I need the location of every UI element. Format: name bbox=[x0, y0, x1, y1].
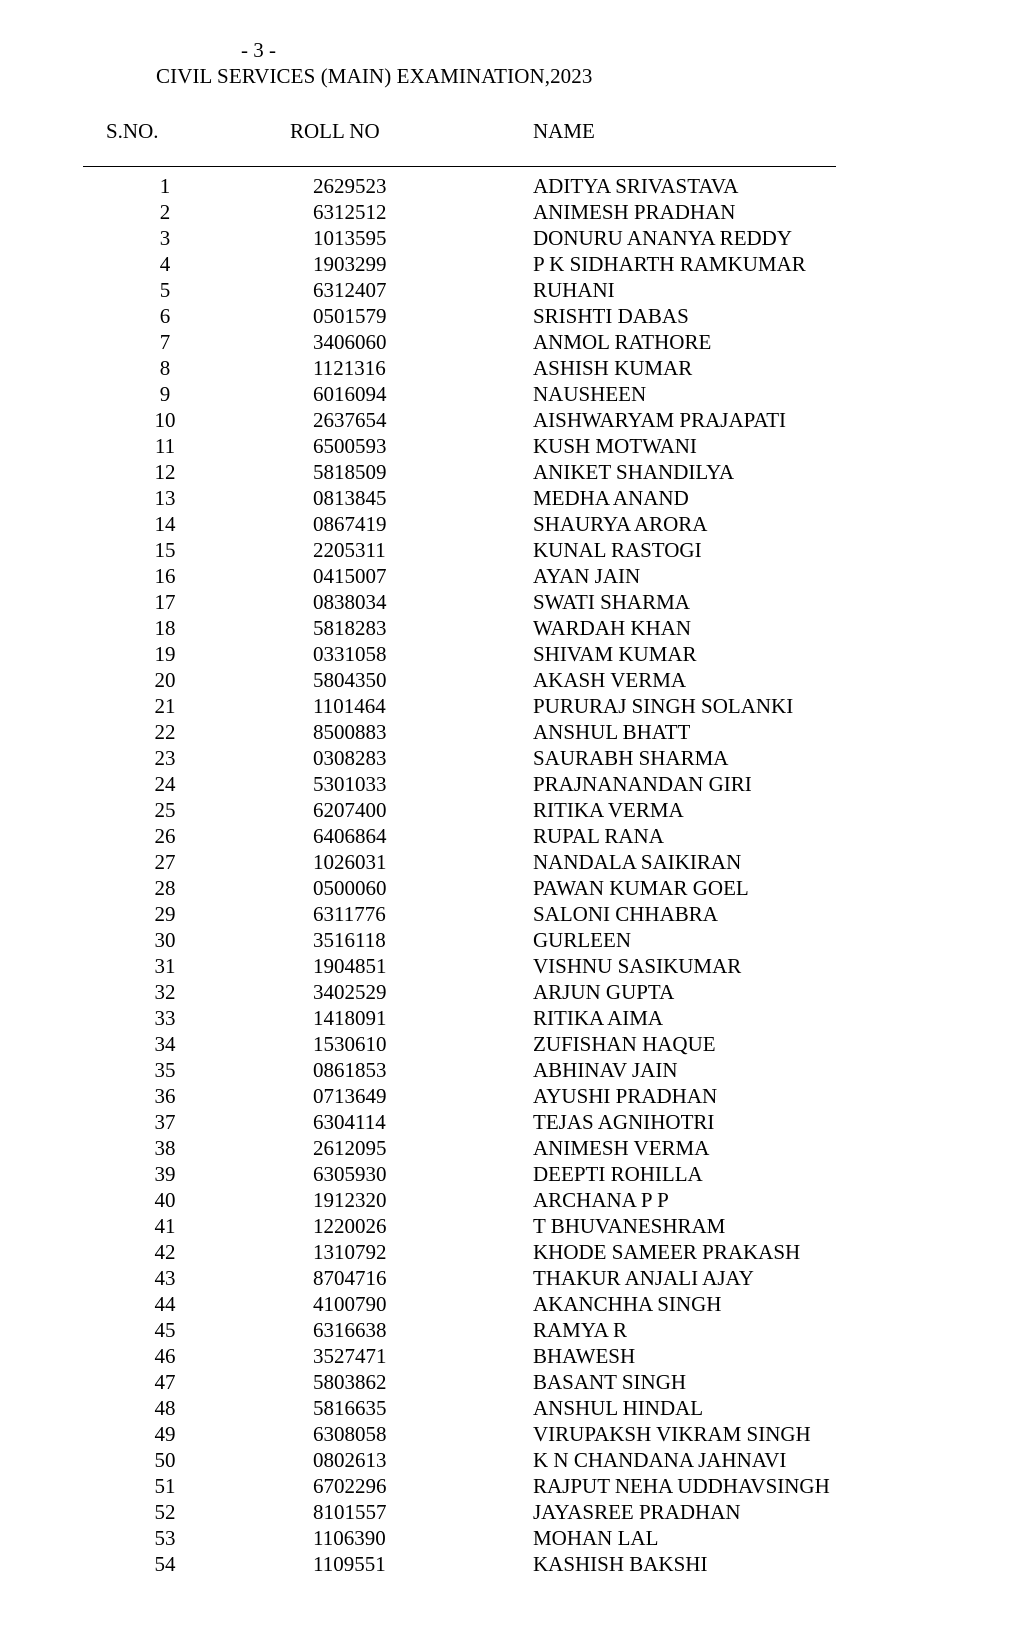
row-roll-no: 1026031 bbox=[313, 850, 387, 874]
row-roll-no: 1106390 bbox=[313, 1526, 386, 1550]
row-sno: 7 bbox=[159, 330, 171, 354]
row-roll-no: 5818509 bbox=[313, 460, 387, 484]
row-roll-no: 0308283 bbox=[313, 746, 387, 770]
row-roll-no: 0802613 bbox=[313, 1448, 387, 1472]
row-sno: 6 bbox=[159, 304, 171, 328]
row-sno: 42 bbox=[154, 1240, 176, 1264]
row-roll-no: 0867419 bbox=[313, 512, 387, 536]
table-row bbox=[0, 693, 1025, 719]
row-name: SAURABH SHARMA bbox=[533, 746, 729, 770]
row-sno: 33 bbox=[154, 1006, 176, 1030]
row-name: PRAJNANANDAN GIRI bbox=[533, 772, 752, 796]
row-roll-no: 3527471 bbox=[313, 1344, 387, 1368]
row-name: ANMOL RATHORE bbox=[533, 330, 712, 354]
row-sno: 15 bbox=[154, 538, 176, 562]
row-name: GURLEEN bbox=[533, 928, 631, 952]
row-sno: 28 bbox=[154, 876, 176, 900]
column-header-name: NAME bbox=[533, 119, 595, 143]
table-row bbox=[0, 927, 1025, 953]
row-sno: 31 bbox=[154, 954, 176, 978]
table-row bbox=[0, 667, 1025, 693]
row-name: SHIVAM KUMAR bbox=[533, 642, 697, 666]
row-sno: 32 bbox=[154, 980, 176, 1004]
row-roll-no: 1418091 bbox=[313, 1006, 387, 1030]
row-sno: 22 bbox=[154, 720, 176, 744]
row-sno: 25 bbox=[154, 798, 176, 822]
row-name: KUNAL RASTOGI bbox=[533, 538, 702, 562]
row-name: AYAN JAIN bbox=[533, 564, 641, 588]
table-row bbox=[0, 1499, 1025, 1525]
row-roll-no: 0415007 bbox=[313, 564, 387, 588]
row-sno: 52 bbox=[154, 1500, 176, 1524]
row-name: TEJAS AGNIHOTRI bbox=[533, 1110, 715, 1134]
row-roll-no: 6311776 bbox=[313, 902, 386, 926]
table-row bbox=[0, 251, 1025, 277]
row-name: VIRUPAKSH VIKRAM SINGH bbox=[533, 1422, 811, 1446]
table-row bbox=[0, 1187, 1025, 1213]
row-roll-no: 6500593 bbox=[313, 434, 387, 458]
table-row bbox=[0, 1265, 1025, 1291]
table-row bbox=[0, 407, 1025, 433]
row-roll-no: 6702296 bbox=[313, 1474, 387, 1498]
table-row bbox=[0, 1057, 1025, 1083]
table-row bbox=[0, 979, 1025, 1005]
row-roll-no: 5301033 bbox=[313, 772, 387, 796]
table-row bbox=[0, 1551, 1025, 1577]
row-sno: 30 bbox=[154, 928, 176, 952]
row-roll-no: 5818283 bbox=[313, 616, 387, 640]
row-sno: 14 bbox=[154, 512, 176, 536]
row-roll-no: 1904851 bbox=[313, 954, 387, 978]
row-name: RUPAL RANA bbox=[533, 824, 664, 848]
row-sno: 46 bbox=[154, 1344, 176, 1368]
row-sno: 38 bbox=[154, 1136, 176, 1160]
row-name: ABHINAV JAIN bbox=[533, 1058, 678, 1082]
row-sno: 44 bbox=[154, 1292, 176, 1316]
row-name: RITIKA AIMA bbox=[533, 1006, 664, 1030]
row-name: ANIMESH PRADHAN bbox=[533, 200, 736, 224]
results-list bbox=[0, 173, 1025, 1577]
row-roll-no: 0713649 bbox=[313, 1084, 387, 1108]
row-roll-no: 6312407 bbox=[313, 278, 387, 302]
row-name: MEDHA ANAND bbox=[533, 486, 689, 510]
row-roll-no: 5803862 bbox=[313, 1370, 387, 1394]
row-name: T BHUVANESHRAM bbox=[533, 1214, 726, 1238]
row-name: RAJPUT NEHA UDDHAVSINGH bbox=[533, 1474, 830, 1498]
row-name: KHODE SAMEER PRAKASH bbox=[533, 1240, 801, 1264]
row-roll-no: 6316638 bbox=[313, 1318, 387, 1342]
row-sno: 24 bbox=[154, 772, 176, 796]
row-roll-no: 6207400 bbox=[313, 798, 387, 822]
row-sno: 27 bbox=[154, 850, 176, 874]
row-sno: 35 bbox=[154, 1058, 176, 1082]
row-sno: 9 bbox=[159, 382, 171, 406]
row-name: RAMYA R bbox=[533, 1318, 627, 1342]
table-row bbox=[0, 1135, 1025, 1161]
row-name: DONURU ANANYA REDDY bbox=[533, 226, 793, 250]
row-sno: 16 bbox=[154, 564, 176, 588]
row-roll-no: 0331058 bbox=[313, 642, 387, 666]
row-sno: 47 bbox=[154, 1370, 176, 1394]
row-roll-no: 6305930 bbox=[313, 1162, 387, 1186]
row-roll-no: 1903299 bbox=[313, 252, 387, 276]
table-row bbox=[0, 823, 1025, 849]
row-name: ZUFISHAN HAQUE bbox=[533, 1032, 716, 1056]
row-name: ARCHANA P P bbox=[533, 1188, 669, 1212]
row-roll-no: 1121316 bbox=[313, 356, 386, 380]
row-roll-no: 4100790 bbox=[313, 1292, 387, 1316]
row-roll-no: 6406864 bbox=[313, 824, 387, 848]
table-row bbox=[0, 563, 1025, 589]
row-roll-no: 6304114 bbox=[313, 1110, 386, 1134]
row-sno: 3 bbox=[159, 226, 171, 250]
table-row bbox=[0, 1109, 1025, 1135]
row-name: KASHISH BAKSHI bbox=[533, 1552, 708, 1576]
row-name: SWATI SHARMA bbox=[533, 590, 690, 614]
table-row bbox=[0, 1447, 1025, 1473]
table-row bbox=[0, 875, 1025, 901]
table-row bbox=[0, 303, 1025, 329]
row-name: RUHANI bbox=[533, 278, 615, 302]
row-sno: 49 bbox=[154, 1422, 176, 1446]
row-name: JAYASREE PRADHAN bbox=[533, 1500, 741, 1524]
row-name: AYUSHI PRADHAN bbox=[533, 1084, 718, 1108]
row-sno: 45 bbox=[154, 1318, 176, 1342]
table-row bbox=[0, 511, 1025, 537]
row-sno: 54 bbox=[154, 1552, 176, 1576]
row-sno: 12 bbox=[154, 460, 176, 484]
row-roll-no: 2637654 bbox=[313, 408, 387, 432]
table-row bbox=[0, 1369, 1025, 1395]
row-roll-no: 1109551 bbox=[313, 1552, 386, 1576]
row-roll-no: 1310792 bbox=[313, 1240, 387, 1264]
row-name: ANIMESH VERMA bbox=[533, 1136, 710, 1160]
row-roll-no: 2629523 bbox=[313, 174, 387, 198]
table-row bbox=[0, 641, 1025, 667]
row-name: ASHISH KUMAR bbox=[533, 356, 693, 380]
row-name: ARJUN GUPTA bbox=[533, 980, 675, 1004]
row-sno: 18 bbox=[154, 616, 176, 640]
row-roll-no: 0501579 bbox=[313, 304, 387, 328]
table-row bbox=[0, 901, 1025, 927]
table-row bbox=[0, 433, 1025, 459]
row-sno: 43 bbox=[154, 1266, 176, 1290]
row-name: VISHNU SASIKUMAR bbox=[533, 954, 742, 978]
table-row bbox=[0, 1083, 1025, 1109]
row-roll-no: 1530610 bbox=[313, 1032, 387, 1056]
row-roll-no: 2205311 bbox=[313, 538, 386, 562]
row-sno: 26 bbox=[154, 824, 176, 848]
table-row bbox=[0, 1421, 1025, 1447]
table-row bbox=[0, 329, 1025, 355]
row-roll-no: 0861853 bbox=[313, 1058, 387, 1082]
row-sno: 29 bbox=[154, 902, 176, 926]
row-roll-no: 3402529 bbox=[313, 980, 387, 1004]
row-sno: 8 bbox=[159, 356, 171, 380]
row-sno: 13 bbox=[154, 486, 176, 510]
row-sno: 37 bbox=[154, 1110, 176, 1134]
row-roll-no: 1013595 bbox=[313, 226, 387, 250]
table-row bbox=[0, 199, 1025, 225]
row-name: BASANT SINGH bbox=[533, 1370, 687, 1394]
table-row bbox=[0, 381, 1025, 407]
row-roll-no: 6016094 bbox=[313, 382, 387, 406]
table-row bbox=[0, 485, 1025, 511]
table-row bbox=[0, 1395, 1025, 1421]
row-sno: 11 bbox=[154, 434, 176, 458]
row-name: AKASH VERMA bbox=[533, 668, 687, 692]
row-roll-no: 8500883 bbox=[313, 720, 387, 744]
row-sno: 10 bbox=[154, 408, 176, 432]
row-sno: 17 bbox=[154, 590, 176, 614]
row-name: ANSHUL HINDAL bbox=[533, 1396, 704, 1420]
row-name: K N CHANDANA JAHNAVI bbox=[533, 1448, 787, 1472]
row-roll-no: 8101557 bbox=[313, 1500, 387, 1524]
table-row bbox=[0, 953, 1025, 979]
table-row bbox=[0, 1239, 1025, 1265]
row-roll-no: 0500060 bbox=[313, 876, 387, 900]
table-row bbox=[0, 849, 1025, 875]
row-name: PAWAN KUMAR GOEL bbox=[533, 876, 749, 900]
row-roll-no: 6312512 bbox=[313, 200, 387, 224]
row-name: WARDAH KHAN bbox=[533, 616, 692, 640]
row-sno: 36 bbox=[154, 1084, 176, 1108]
row-sno: 4 bbox=[159, 252, 171, 276]
row-name: ANSHUL BHATT bbox=[533, 720, 691, 744]
row-name: BHAWESH bbox=[533, 1344, 636, 1368]
row-sno: 50 bbox=[154, 1448, 176, 1472]
table-row bbox=[0, 1005, 1025, 1031]
column-header-sno: S.NO. bbox=[106, 119, 159, 143]
row-name: SALONI CHHABRA bbox=[533, 902, 718, 926]
row-name: DEEPTI ROHILLA bbox=[533, 1162, 703, 1186]
row-name: RITIKA VERMA bbox=[533, 798, 684, 822]
row-sno: 48 bbox=[154, 1396, 176, 1420]
table-row bbox=[0, 1343, 1025, 1369]
row-sno: 19 bbox=[154, 642, 176, 666]
row-name: SHAURYA ARORA bbox=[533, 512, 708, 536]
row-roll-no: 5804350 bbox=[313, 668, 387, 692]
row-name: SRISHTI DABAS bbox=[533, 304, 689, 328]
row-sno: 1 bbox=[159, 174, 171, 198]
table-row bbox=[0, 1473, 1025, 1499]
row-name: ADITYA SRIVASTAVA bbox=[533, 174, 739, 198]
table-row bbox=[0, 537, 1025, 563]
row-roll-no: 0838034 bbox=[313, 590, 387, 614]
row-sno: 53 bbox=[154, 1526, 176, 1550]
row-name: MOHAN LAL bbox=[533, 1526, 659, 1550]
row-sno: 20 bbox=[154, 668, 176, 692]
row-name: NAUSHEEN bbox=[533, 382, 647, 406]
row-roll-no: 6308058 bbox=[313, 1422, 387, 1446]
row-sno: 40 bbox=[154, 1188, 176, 1212]
table-row bbox=[0, 797, 1025, 823]
table-row bbox=[0, 459, 1025, 485]
column-header-roll-no: ROLL NO bbox=[290, 119, 380, 143]
table-row bbox=[0, 173, 1025, 199]
row-roll-no: 2612095 bbox=[313, 1136, 387, 1160]
table-row bbox=[0, 719, 1025, 745]
row-name: AISHWARYAM PRAJAPATI bbox=[533, 408, 787, 432]
row-sno: 5 bbox=[159, 278, 171, 302]
row-name: P K SIDHARTH RAMKUMAR bbox=[533, 252, 806, 276]
row-sno: 23 bbox=[154, 746, 176, 770]
row-roll-no: 1220026 bbox=[313, 1214, 387, 1238]
table-row bbox=[0, 1213, 1025, 1239]
row-roll-no: 8704716 bbox=[313, 1266, 387, 1290]
row-name: ANIKET SHANDILYA bbox=[533, 460, 735, 484]
row-name: KUSH MOTWANI bbox=[533, 434, 697, 458]
row-sno: 41 bbox=[154, 1214, 176, 1238]
table-row bbox=[0, 355, 1025, 381]
row-sno: 51 bbox=[154, 1474, 176, 1498]
row-roll-no: 1912320 bbox=[313, 1188, 387, 1212]
table-row bbox=[0, 277, 1025, 303]
row-roll-no: 0813845 bbox=[313, 486, 387, 510]
table-row bbox=[0, 1291, 1025, 1317]
table-row bbox=[0, 1031, 1025, 1057]
exam-title: CIVIL SERVICES (MAIN) EXAMINATION,2023 bbox=[156, 64, 593, 88]
row-sno: 2 bbox=[159, 200, 171, 224]
row-name: AKANCHHA SINGH bbox=[533, 1292, 722, 1316]
table-row bbox=[0, 745, 1025, 771]
row-roll-no: 3516118 bbox=[313, 928, 386, 952]
table-row bbox=[0, 589, 1025, 615]
table-row bbox=[0, 771, 1025, 797]
row-sno: 21 bbox=[154, 694, 176, 718]
row-roll-no: 3406060 bbox=[313, 330, 387, 354]
page-number: - 3 - bbox=[241, 38, 276, 62]
header-divider bbox=[83, 166, 836, 167]
table-row bbox=[0, 1525, 1025, 1551]
table-row bbox=[0, 615, 1025, 641]
row-name: PURURAJ SINGH SOLANKI bbox=[533, 694, 794, 718]
row-name: THAKUR ANJALI AJAY bbox=[533, 1266, 754, 1290]
row-sno: 39 bbox=[154, 1162, 176, 1186]
table-row bbox=[0, 1161, 1025, 1187]
row-roll-no: 1101464 bbox=[313, 694, 386, 718]
row-sno: 34 bbox=[154, 1032, 176, 1056]
row-roll-no: 5816635 bbox=[313, 1396, 387, 1420]
table-row bbox=[0, 225, 1025, 251]
row-name: NANDALA SAIKIRAN bbox=[533, 850, 742, 874]
table-row bbox=[0, 1317, 1025, 1343]
